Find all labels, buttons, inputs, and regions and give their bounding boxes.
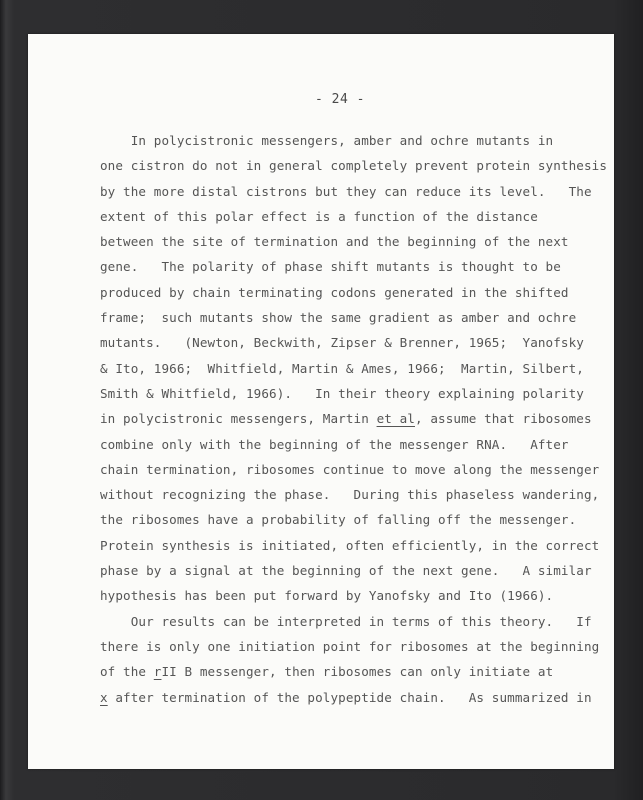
underlined-text: r <box>153 664 162 680</box>
text-line: there is only one initiation point for ribosomes at the beginning <box>100 638 600 654</box>
text-line: Our results can be interpreted in terms of this theory. If <box>100 613 592 629</box>
text-segment: II B messenger, then ribosomes can only initiate at <box>161 664 554 680</box>
scan-background-right <box>613 0 643 800</box>
text-segment: after termination of the polypeptide chain. As summarized in <box>107 689 592 705</box>
body-text <box>100 128 608 710</box>
text-line: hypothesis has been put forward by Yanofsky and Ito (1966). <box>100 588 554 604</box>
text-line: gene. The polarity of phase shift mutants is thought to be <box>100 259 561 275</box>
text-line-with-underline <box>100 659 590 684</box>
text-line: without recognizing the phase. During this phaseless wandering, <box>100 487 600 503</box>
text-segment: in polycistronic messengers, Martin <box>100 411 377 427</box>
text-line: the ribosomes have a probability of falling off the messenger. <box>100 512 577 528</box>
text-line: In polycistronic messengers, amber and ochre mutants in <box>100 133 554 148</box>
document-page <box>28 34 614 769</box>
text-line: combine only with the beginning of the messenger RNA. After <box>100 436 569 452</box>
text-line: produced by chain terminating codons generated in the shifted <box>100 284 569 300</box>
text-line: mutants. (Newton, Beckwith, Zipser & Brenner, 1965; Yanofsky <box>100 335 584 351</box>
text-line-with-underline <box>100 685 590 710</box>
text-line: chain termination, ribosomes continue to move along the messenger <box>100 461 600 477</box>
text-line: frame; such mutants show the same gradient as amber and ochre <box>100 310 577 326</box>
text-line: extent of this polar effect is a function of the distance <box>100 208 538 224</box>
text-line: Smith & Whitfield, 1966). In their theory explaining polarity <box>100 385 584 401</box>
text-line: between the site of termination and the beginning of the next <box>100 234 569 250</box>
text-segment: , assume that ribosomes <box>414 411 592 427</box>
text-segment: of the <box>100 664 154 680</box>
underlined-text: x <box>100 689 108 705</box>
text-line: by the more distal cistrons but they can reduce its level. The <box>100 183 592 199</box>
text-line: Protein synthesis is initiated, often efficiently, in the correct <box>100 537 600 553</box>
text-line-with-underline <box>100 406 590 431</box>
text-line: one cistron do not in general completely prevent protein synthesis <box>100 158 608 174</box>
text-line: phase by a signal at the beginning of the next gene. A similar <box>100 563 592 579</box>
page-number: - 24 - <box>315 92 365 107</box>
text-line: & Ito, 1966; Whitfield, Martin & Ames, 1966; Martin, Silbert, <box>100 360 584 376</box>
underlined-text: et al <box>376 411 415 427</box>
